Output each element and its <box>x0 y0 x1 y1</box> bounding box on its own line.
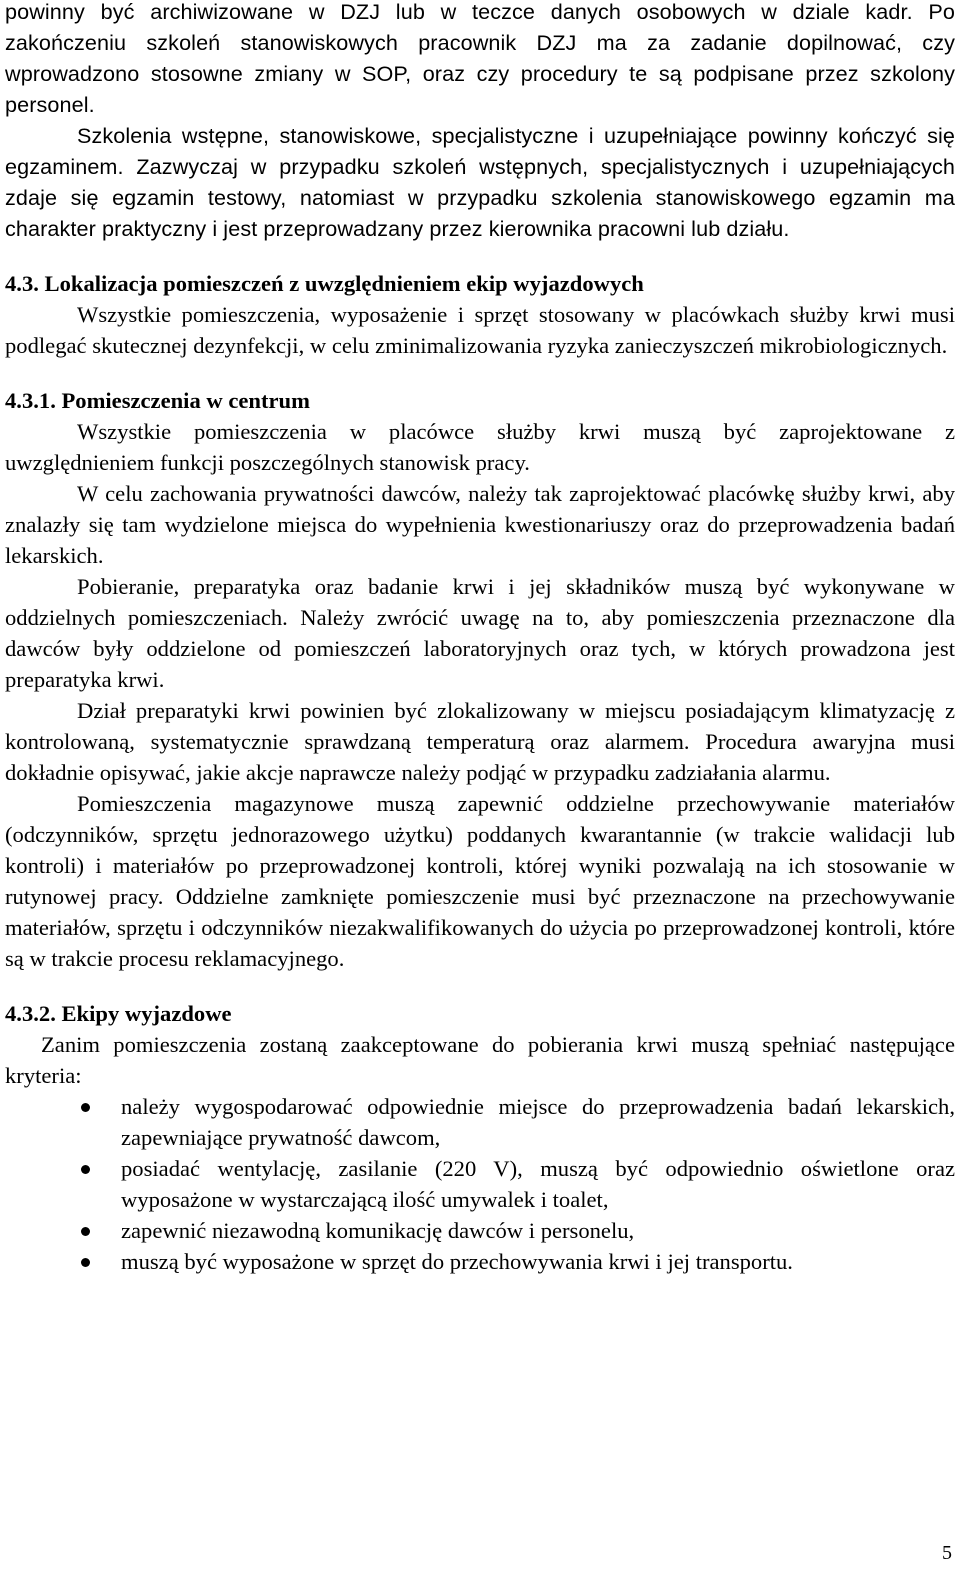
page-number: 5 <box>942 1542 952 1564</box>
paragraph-exams: Szkolenia wstępne, stanowiskowe, specjalistyczne i uzupełniające powinny kończyć się egzaminem. Zazwyczaj w przypadku szkoleń wstępnych, specjalistycznych i uzupełniających zdaje się egzamin testowy, natomiast w przypadku szkolenia stanowiskowego egzamin ma charakter praktyczny i jest przeprowadzany przez kierownika pracowni lub działu. <box>5 123 955 241</box>
list-item-text: należy wygospodarować odpowiednie miejsce do przeprowadzenia badań lekarskich, zapewniające prywatność dawcom, <box>121 1094 955 1150</box>
paragraph-disinfection: Wszystkie pomieszczenia, wyposażenie i sprzęt stosowany w placówkach służby krwi musi podlegać skutecznej dezynfekcji, w celu zminimalizowania ryzyka zanieczyszczeń mikrobiologicznych. <box>5 302 955 358</box>
paragraph-archiving: powinny być archiwizowane w DZJ lub w teczce danych osobowych w dziale kadr. Po zakończeniu szkoleń stanowiskowych pracownik DZJ ma za zadanie dopilnować, czy wprowadzono stosowne zmiany w SOP, oraz czy procedury te są podpisane przez szkolony personel. <box>5 0 955 117</box>
bullet-icon <box>81 1103 90 1112</box>
paragraph-storage-rooms: Pomieszczenia magazynowe muszą zapewnić oddzielne przechowywanie materiałów (odczynników, sprzętu jednorazowego użytku) poddanych kwarantannie (w trakcie walidacji lub kontroli) i materiałów po przeprowadzonej kontroli, której wyniki pozwalają na ich stosowanie w rutynowej pracy. Oddzielne zamknięte pomieszczenie musi być przeznaczone na przechowywanie materiałów, sprzętu i odczynników niezakwalifikowanych do użycia po przeprowadzonej kontroli, które są w trakcie procesu reklamacyjnego. <box>5 791 955 971</box>
heading-4-3-2: 4.3.2. Ekipy wyjazdowe <box>5 1001 232 1026</box>
list-item <box>5 1246 955 1277</box>
bullet-icon <box>81 1227 90 1236</box>
heading-4-3: 4.3. Lokalizacja pomieszczeń z uwzględnieniem ekip wyjazdowych <box>5 271 644 296</box>
paragraph-criteria-intro: Zanim pomieszczenia zostaną zaakceptowane do pobierania krwi muszą spełniać następujące kryteria: <box>5 1032 955 1088</box>
list-item-text: zapewnić niezawodną komunikację dawców i personelu, <box>121 1218 635 1243</box>
heading-4-3-1: 4.3.1. Pomieszczenia w centrum <box>5 388 310 413</box>
list-item <box>5 1153 955 1215</box>
list-item <box>5 1091 955 1153</box>
bullet-icon <box>81 1258 90 1267</box>
criteria-list <box>5 1091 955 1277</box>
paragraph-rooms-design: Wszystkie pomieszczenia w placówce służby krwi muszą być zaprojektowane z uwzględnieniem funkcji poszczególnych stanowisk pracy. <box>5 419 955 475</box>
paragraph-privacy: W celu zachowania prywatności dawców, należy tak zaprojektować placówkę służby krwi, aby znalazły się tam wydzielone miejsca do wypełnienia kwestionariuszy oraz do przeprowadzenia badań lekarskich. <box>5 481 955 568</box>
bullet-icon <box>81 1165 90 1174</box>
list-item <box>5 1215 955 1246</box>
paragraph-separate-rooms: Pobieranie, preparatyka oraz badanie krwi i jej składników muszą być wykonywane w oddzielnych pomieszczeniach. Należy zwrócić uwagę na to, aby pomieszczenia przeznaczone dla dawców były oddzielone od pomieszczeń laboratoryjnych oraz tych, w których prowadzona jest preparatyka krwi. <box>5 574 955 692</box>
list-item-text: posiadać wentylację, zasilanie (220 V), muszą być odpowiednio oświetlone oraz wyposażone w wystarczającą ilość umywalek i toalet, <box>121 1156 955 1212</box>
document-page <box>5 0 955 1277</box>
paragraph-preparation-dept: Dział preparatyki krwi powinien być zlokalizowany w miejscu posiadającym klimatyzację z kontrolowaną, systematycznie sprawdzaną temperaturą oraz alarmem. Procedura awaryjna musi dokładnie opisywać, jakie akcje naprawcze należy podjąć w przypadku zadziałania alarmu. <box>5 698 955 785</box>
list-item-text: muszą być wyposażone w sprzęt do przechowywania krwi i jej transportu. <box>121 1249 793 1274</box>
